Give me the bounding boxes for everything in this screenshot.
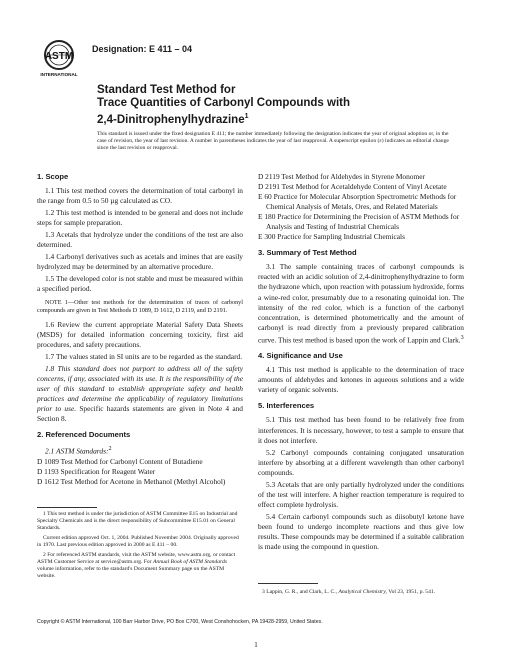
right-column [258,172,464,554]
title-footnote-mark: 1 [244,113,249,120]
paragraph-1-6: 1.6 Review the current appropriate Material Safety Data Sheets (MSDS) for detailed information concerning toxicity, first aid procedures, and safety precautions. [37,319,243,349]
section-heading-scope: 1. Scope [37,172,69,181]
title-line-1: Standard Test Method for [97,84,236,96]
title-line-3: 2,4-Dinitrophenylhydrazine$^1$ [97,113,249,126]
paragraph-5-2: 5.2 Carbonyl compounds containing conjugated unsaturation interfere by absorbing at a different wavelength than other carbonyl compounds. [258,447,464,477]
paragraph-3-1: 3.1 The sample containing traces of carbonyl compounds is reacted with an acidic solution of 2,4-dinitrophenylhydrazine to form the hydrazone which, upon reaction with potassium hydroxide, forms a wine-red color, presumably due to a resonating quinoidal ion. The intensity of the red color, which is a function of the carbonyl concentration, is determined photometrically and the amount of carbonyl is read directly from a previously prepared calibration curve. This test method is based upon the work of Lappin and Clark.$^3$ [258,262,464,345]
issuance-statement: This standard is issued under the fixed designation E 411; the number immediately following the designation indicates the year of original adoption or, in the case of revision, the year of last revision. A number in parentheses indicates the year of last reapproval. A superscript epsilon (ε) indicates an editorial change since the last revision or reapproval. [97,131,449,151]
paragraph-5-4: 5.4 Certain carbonyl compounds such as diisobutyl ketone have been found to undergo incomplete reactions and thus give low results. These compounds may be determined if a suitable calibration is made using the compound in question. [258,511,464,552]
paragraph-1-8 [37,364,243,424]
astm-logo [37,38,81,78]
astm-logo-mark [37,38,81,78]
paragraph-1-3: 1.3 Acetals that hydrolyze under the conditions of the test are also determined. [37,230,243,250]
left-column [37,172,243,487]
paragraph-5-1: 5.1 This test method has been found to be relatively free from interferences. It is necessary, however, to test a sample to ensure that it does not interfere. [258,415,464,445]
reference-d1089: D 1089 Test Method for Carbonyl Content of Butadiene [37,456,203,466]
title-line-2: Trace Quantities of Carbonyl Compounds with [97,97,351,109]
astm-standards-label: 2.1 ASTM Standards:$^2$ [45,446,112,456]
paragraph-1-5: 1.5 The developed color is not stable and must be measured within a specified period. [37,274,243,294]
footnote-2: 2 For referenced ASTM standards, visit the ASTM website, www.astm.org, or contact ASTM Customer Service at service@astm.org. For Annual Book of ASTM Standards volume information, refer to the standard's Document Summary page on the ASTM website. [37,552,236,579]
paragraph-1-4: 1.4 Carbonyl derivatives such as acetals and imines that are easily hydrolyzed may be determined by an alternative procedure. [37,252,243,272]
footnote-1: 1 This test method is under the jurisdiction of ASTM Committee E15 on Industrial and Specialty Chemicals and is the direct responsibility of Subcommittee E15.01 on General Standards. [37,511,238,531]
footnotes-left [37,511,243,583]
footnote-divider-right [258,583,318,584]
paragraph-4-1: 4.1 This test method is applicable to the determination of trace amounts of aldehydes and ketones in aqueous solutions and a wide variety of organic solvents. [258,365,464,395]
reference-d1612: D 1612 Test Method for Acetone in Methanol (Methyl Alcohol) [37,476,226,486]
paragraph-5-3: 5.3 Acetals that are only partially hydrolyzed under the conditions of the test will interfere. A higher reaction temperature is required to effect complete hydrolysis. [258,479,464,509]
footnote-mark-2: 2 [108,446,112,453]
paragraph-1-2: 1.2 This test method is intended to be general and does not include steps for sample preparation. [37,208,243,228]
paragraph-1-7: 1.7 The values stated in SI units are to be regarded as the standard. [45,351,243,361]
footnote-3: 3 Lappin, G. R., and Clark, L. C., Analytical Chemistry, Vol 23, 1951, p. 541. [262,589,436,595]
designation: Designation: E 411 – 04 [92,44,193,54]
reference-e300: E 300 Practice for Sampling Industrial Chemicals [258,232,405,242]
safety-caveat: 1.8 This standard does not purport to address all of the safety concerns, if any, associated with its use. It is the responsibility of the user of this standard to establish appropriate safety and health practices and determine the applicability of regulatory limitations prior to use. [37,363,243,413]
section-heading-referenced-documents: 2. Referenced Documents [37,429,131,439]
page-number: 1 [254,640,258,649]
reference-e60: E 60 Practice for Molecular Absorption Spectrometric Methods for Chemical Analysis of Metals, Ores, and Related Materials [258,192,457,212]
safety-hazards-ref: Specific hazards statements are given in Note 4 and Section 8. [37,403,243,423]
svg-text:INTERNATIONAL: INTERNATIONAL [40,72,78,77]
footnote-mark-3: 3 [460,334,464,341]
reference-e180: E 180 Practice for Determining the Precision of ASTM Methods for Analysis and Testing of Industrial Chemicals [258,212,460,232]
section-heading-interferences: 5. Interferences [258,401,315,411]
copyright-notice: Copyright © ASTM International, 100 Barr Harbor Drive, PO Box C700, West Conshohocken, PA 19428-2959, United States. [37,619,323,625]
footnote-divider-left [37,507,97,508]
reference-d2119: D 2119 Test Method for Aldehydes in Styrene Monomer [258,172,425,181]
svg-text:ASTM: ASTM [44,51,74,62]
reference-d1193: D 1193 Specification for Reagent Water [37,466,156,476]
section-heading-summary: 3. Summary of Test Method [258,248,357,258]
document-title [97,84,427,127]
reference-d2191: D 2191 Test Method for Acetaldehyde Content of Vinyl Acetate [258,182,447,192]
paragraph-1-1: 1.1 This test method covers the determination of total carbonyl in the range from 0.5 to 50 µg calculated as CO. [37,186,243,206]
note-1: NOTE 1—Other test methods for the determination of traces of carbonyl compounds are given in Test Methods D 1089, D 1612, D 2119, and D 2191. [37,298,243,314]
footnote-1-edition: Current edition approved Oct. 1, 2004. Published November 2004. Originally approved in 1970. Last previous edition approved in 2000 as E 411 – 00. [37,535,239,548]
section-heading-significance: 4. Significance and Use [258,351,343,361]
